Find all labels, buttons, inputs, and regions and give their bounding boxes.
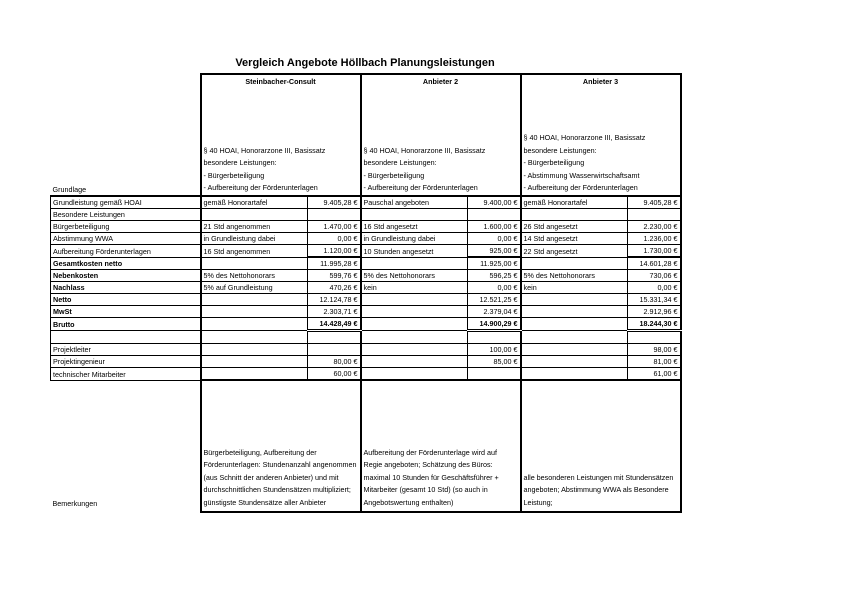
table-row-nebenkosten xyxy=(51,270,681,282)
bidder-2-header xyxy=(361,74,521,196)
cell-value-1: 14.428,49 € xyxy=(308,318,361,331)
row-label: Bürgerbeteiligung xyxy=(51,221,201,233)
cell-value-2: 100,00 € xyxy=(468,344,521,356)
remarks-bidder-2: Aufbereitung der Förderunterlage wird auf Regie angeboten; Schätzung des Büros: maximal 10 Stunden für Geschäftsführer + Mitarbeiter (gesamt 10 Std) (so auch in Angebotswertung enthalten) xyxy=(361,380,521,512)
row-label: Nebenkosten xyxy=(51,270,201,282)
row-label: Grundleistung gemäß HOAI xyxy=(51,196,201,209)
row-label: Gesamtkosten netto xyxy=(51,257,201,270)
bidder-3-name: Anbieter 3 xyxy=(582,77,619,86)
bidder-1-header xyxy=(201,74,361,196)
cell-value-1: 80,00 € xyxy=(308,356,361,368)
cell-value-2 xyxy=(468,368,521,381)
cell-value-1: 1.470,00 € xyxy=(308,221,361,233)
table-row-brutto xyxy=(51,318,681,331)
cell-value-1: 12.124,78 € xyxy=(308,294,361,306)
cell-desc-2: kein xyxy=(361,282,468,294)
cell-value-2: 0,00 € xyxy=(468,282,521,294)
cell-desc-3: gemäß Honorartafel xyxy=(521,196,628,209)
cell-value-2: 596,25 € xyxy=(468,270,521,282)
bidder-3-basis: § 40 HOAI, Honorarzone III, Basissatz besondere Leistungen: - Bürgerbeteiligung - Abstimmung Wasserwirtschaftsamt - Aufbereitung der Förderunterlagen xyxy=(523,133,646,193)
table-row-besondere xyxy=(51,209,681,221)
cell-desc-1: 21 Std angenommen xyxy=(201,221,308,233)
table-row-techniker xyxy=(51,368,681,381)
grundlage-label: Grundlage xyxy=(52,185,87,194)
cell-desc-1: gemäß Honorartafel xyxy=(201,196,308,209)
cell-value-1: 1.120,00 € xyxy=(308,245,361,258)
bidder-3-header xyxy=(521,74,681,196)
table-row-abstimmung-wwa xyxy=(51,233,681,245)
table-row-spacer xyxy=(51,331,681,344)
table-row-bemerkungen xyxy=(51,380,681,512)
cell-value-3: 1.730,00 € xyxy=(628,245,681,258)
cell-value-3: 2.912,96 € xyxy=(628,306,681,318)
row-label: Besondere Leistungen xyxy=(51,209,201,221)
cell-desc-1: in Grundleistung dabei xyxy=(201,233,308,245)
cell-desc-1: 5% des Nettohonorars xyxy=(201,270,308,282)
cell-value-1: 60,00 € xyxy=(308,368,361,381)
table-row-projektingenieur xyxy=(51,356,681,368)
table-row-projektleiter xyxy=(51,344,681,356)
cell-value-2: 925,00 € xyxy=(468,245,521,258)
cell-value-3: 0,00 € xyxy=(628,282,681,294)
cell-value-3: 15.331,34 € xyxy=(628,294,681,306)
table-row-foerderunterlagen xyxy=(51,245,681,258)
cell-desc-3: 5% des Nettohonorars xyxy=(521,270,628,282)
cell-desc-2: 16 Std angesetzt xyxy=(361,221,468,233)
cell-value-2: 1.600,00 € xyxy=(468,221,521,233)
cell-value-3: 18.244,30 € xyxy=(628,318,681,331)
cell-desc-3: 26 Std angesetzt xyxy=(521,221,628,233)
cell-desc-3: kein xyxy=(521,282,628,294)
cell-value-3: 14.601,28 € xyxy=(628,257,681,270)
row-label: Abstimmung WWA xyxy=(51,233,201,245)
cell-value-3: 730,06 € xyxy=(628,270,681,282)
cell-value-1: 599,76 € xyxy=(308,270,361,282)
cell-desc-1: 5% auf Grundleistung xyxy=(201,282,308,294)
cell-value-3: 81,00 € xyxy=(628,356,681,368)
table-row-mwst xyxy=(51,306,681,318)
table-row-gesamtkosten xyxy=(51,257,681,270)
cell-value-2: 9.400,00 € xyxy=(468,196,521,209)
table-row-buergerbeteiligung xyxy=(51,221,681,233)
cell-value-2: 2.379,04 € xyxy=(468,306,521,318)
cell-desc-2: 10 Stunden angesetzt xyxy=(361,245,468,258)
row-label: Aufbereitung Förderunterlagen xyxy=(51,245,201,258)
remarks-bidder-1: Bürgerbeteiligung, Aufbereitung der Förderunterlagen: Stundenanzahl angenommen (aus Schnitt der anderen Anbieter) und mit durchschnittlichen Stundensätzen multipliziert; günstigste Stundensätze aller Anbieter xyxy=(201,380,361,512)
cell-value-3: 98,00 € xyxy=(628,344,681,356)
row-label: technischer Mitarbeiter xyxy=(51,368,201,381)
bemerkungen-label: Bemerkungen xyxy=(52,498,98,508)
table-row-grundleistung xyxy=(51,196,681,209)
row-label: Projektleiter xyxy=(51,344,201,356)
cell-value-2: 85,00 € xyxy=(468,356,521,368)
cell-desc-1: 16 Std angenommen xyxy=(201,245,308,258)
row-label: MwSt xyxy=(51,306,201,318)
table-row-nachlass xyxy=(51,282,681,294)
row-label: Netto xyxy=(51,294,201,306)
remarks-bidder-3: alle besonderen Leistungen mit Stundensätzen angeboten; Abstimmung WWA als Besondere Leistung; xyxy=(521,380,681,512)
cell-value-2: 0,00 € xyxy=(468,233,521,245)
bidder-2-name: Anbieter 2 xyxy=(422,77,459,86)
cell-desc-3: 14 Std angesetzt xyxy=(521,233,628,245)
cell-desc-2: in Grundleistung dabei xyxy=(361,233,468,245)
row-label: Projektingenieur xyxy=(51,356,201,368)
cell-desc-2: Pauschal angeboten xyxy=(361,196,468,209)
cell-desc-3: 22 Std angesetzt xyxy=(521,245,628,258)
sheet-title: Vergleich Angebote Höllbach Planungsleistungen xyxy=(235,57,495,69)
cell-value-3: 61,00 € xyxy=(628,368,681,381)
row-label: Nachlass xyxy=(51,282,201,294)
cell-value-1 xyxy=(308,344,361,356)
comparison-table xyxy=(50,73,682,513)
cell-value-2: 12.521,25 € xyxy=(468,294,521,306)
cell-desc-2: 5% des Nettohonorars xyxy=(361,270,468,282)
bidder-2-basis: § 40 HOAI, Honorarzone III, Basissatz besondere Leistungen: - Bürgerbeteiligung - Aufbereitung der Förderunterlagen xyxy=(363,145,486,193)
cell-value-3: 9.405,28 € xyxy=(628,196,681,209)
cell-value-2: 14.900,29 € xyxy=(468,318,521,331)
cell-value-3: 1.236,00 € xyxy=(628,233,681,245)
cell-value-1: 470,26 € xyxy=(308,282,361,294)
bidder-1-basis: § 40 HOAI, Honorarzone III, Basissatz besondere Leistungen: - Bürgerbeteiligung - Aufbereitung der Förderunterlagen xyxy=(203,145,326,193)
cell-value-1: 0,00 € xyxy=(308,233,361,245)
bidder-1-name: Steinbacher-Consult xyxy=(245,77,316,86)
cell-value-1: 2.303,71 € xyxy=(308,306,361,318)
cell-value-1: 11.995,28 € xyxy=(308,257,361,270)
header-row xyxy=(51,74,681,196)
cell-value-2: 11.925,00 € xyxy=(468,257,521,270)
cell-value-3: 2.230,00 € xyxy=(628,221,681,233)
table-row-netto xyxy=(51,294,681,306)
row-label: Brutto xyxy=(51,318,201,331)
cell-value-1: 9.405,28 € xyxy=(308,196,361,209)
